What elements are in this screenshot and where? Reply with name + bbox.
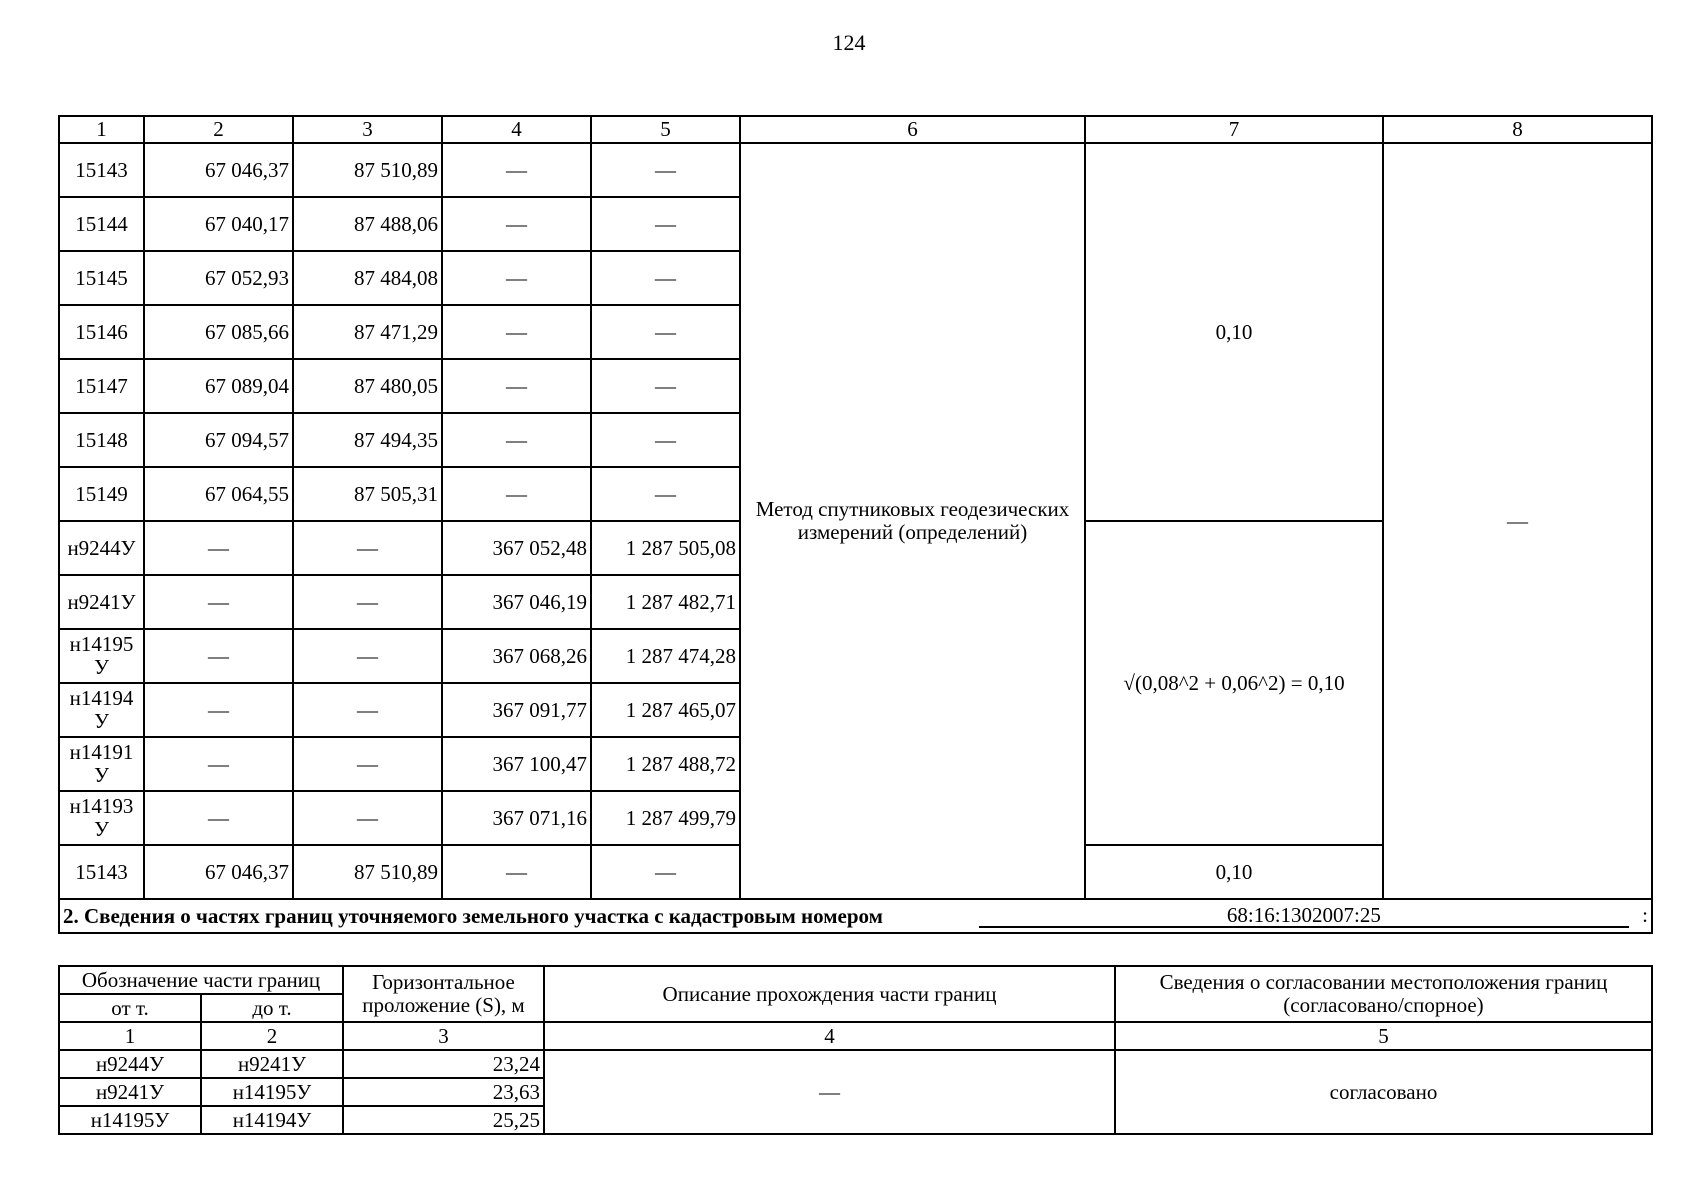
part-from: н14195У bbox=[59, 1106, 201, 1134]
part-to: н14195У bbox=[201, 1078, 343, 1106]
coord-y2: — bbox=[591, 845, 740, 899]
coord-x2: — bbox=[442, 143, 591, 197]
point-name: н9241У bbox=[59, 575, 144, 629]
point-name: 15146 bbox=[59, 305, 144, 359]
coord-y2: 1 287 505,08 bbox=[591, 521, 740, 575]
parts-column-number-row bbox=[59, 1022, 1652, 1050]
point-name: 15143 bbox=[59, 845, 144, 899]
point-name: 15144 bbox=[59, 197, 144, 251]
coord-x: 67 094,57 bbox=[144, 413, 293, 467]
table-row bbox=[59, 1050, 1652, 1078]
coord-x: 67 046,37 bbox=[144, 845, 293, 899]
coord-y2: — bbox=[591, 467, 740, 521]
part-to: н9241У bbox=[201, 1050, 343, 1078]
parts-header-row bbox=[59, 966, 1652, 994]
point-name: н14191 У bbox=[59, 737, 144, 791]
coord-y: — bbox=[293, 629, 442, 683]
part-length: 23,24 bbox=[343, 1050, 544, 1078]
coord-y: 87 494,35 bbox=[293, 413, 442, 467]
part-from: н9244У bbox=[59, 1050, 201, 1078]
column-number: 4 bbox=[544, 1022, 1115, 1050]
point-name: 15147 bbox=[59, 359, 144, 413]
point-name: н9244У bbox=[59, 521, 144, 575]
header-description: Описание прохождения части границ bbox=[544, 966, 1115, 1022]
coord-y: 87 471,29 bbox=[293, 305, 442, 359]
cadastral-number: 68:16:1302007:25 bbox=[979, 904, 1629, 928]
header-from: от т. bbox=[59, 994, 201, 1022]
table-row bbox=[59, 143, 1652, 197]
column-number-row bbox=[59, 116, 1652, 143]
coord-x: 67 040,17 bbox=[144, 197, 293, 251]
column-number: 1 bbox=[59, 1022, 201, 1050]
point-name: н14195 У bbox=[59, 629, 144, 683]
part-length: 25,25 bbox=[343, 1106, 544, 1134]
column-number: 8 bbox=[1383, 116, 1652, 143]
column-number: 3 bbox=[293, 116, 442, 143]
col8-cell: — bbox=[1383, 143, 1652, 899]
part-to: н14194У bbox=[201, 1106, 343, 1134]
coord-y: 87 505,31 bbox=[293, 467, 442, 521]
column-number: 5 bbox=[591, 116, 740, 143]
coord-y: — bbox=[293, 521, 442, 575]
cadastral-number-wrap bbox=[979, 904, 1648, 928]
coord-y: — bbox=[293, 791, 442, 845]
accuracy-top: 0,10 bbox=[1085, 143, 1383, 521]
coord-x2: — bbox=[442, 305, 591, 359]
coord-x: — bbox=[144, 521, 293, 575]
coord-y: — bbox=[293, 575, 442, 629]
coord-y2: 1 287 474,28 bbox=[591, 629, 740, 683]
coord-y2: 1 287 465,07 bbox=[591, 683, 740, 737]
part-description: — bbox=[544, 1050, 1115, 1134]
point-name: 15145 bbox=[59, 251, 144, 305]
coord-y: — bbox=[293, 737, 442, 791]
method-cell: Метод спутниковых геодезических измерений (определений) bbox=[740, 143, 1085, 899]
section-2-title: 2. Сведения о частях границ уточняемого земельного участка с кадастровым номером bbox=[63, 903, 883, 928]
coord-x: — bbox=[144, 737, 293, 791]
coord-x: 67 089,04 bbox=[144, 359, 293, 413]
column-number: 2 bbox=[201, 1022, 343, 1050]
accuracy-mid: √(0,08^2 + 0,06^2) = 0,10 bbox=[1085, 521, 1383, 845]
point-name: 15149 bbox=[59, 467, 144, 521]
column-number: 2 bbox=[144, 116, 293, 143]
coord-x: 67 046,37 bbox=[144, 143, 293, 197]
column-number: 1 bbox=[59, 116, 144, 143]
point-name: н14194 У bbox=[59, 683, 144, 737]
part-agreement: согласовано bbox=[1115, 1050, 1652, 1134]
point-name: 15148 bbox=[59, 413, 144, 467]
coord-y2: — bbox=[591, 359, 740, 413]
header-length: Горизонтальное проложение (S), м bbox=[343, 966, 544, 1022]
header-designation: Обозначение части границ bbox=[59, 966, 343, 994]
coord-x: — bbox=[144, 683, 293, 737]
column-number: 7 bbox=[1085, 116, 1383, 143]
coord-x2: — bbox=[442, 359, 591, 413]
coord-x2: 367 091,77 bbox=[442, 683, 591, 737]
coord-y2: — bbox=[591, 197, 740, 251]
coord-y: — bbox=[293, 683, 442, 737]
coord-y2: 1 287 499,79 bbox=[591, 791, 740, 845]
coord-x2: — bbox=[442, 413, 591, 467]
coord-y: 87 480,05 bbox=[293, 359, 442, 413]
coord-x: 67 052,93 bbox=[144, 251, 293, 305]
point-name: 15143 bbox=[59, 143, 144, 197]
column-number: 3 bbox=[343, 1022, 544, 1050]
coord-y2: — bbox=[591, 413, 740, 467]
section-2-colon: : bbox=[1642, 903, 1648, 927]
section-2-row bbox=[59, 899, 1652, 933]
page-number: 124 bbox=[832, 30, 866, 55]
coord-x: 67 064,55 bbox=[144, 467, 293, 521]
coord-x2: 367 071,16 bbox=[442, 791, 591, 845]
coord-x2: — bbox=[442, 467, 591, 521]
coord-x2: 367 052,48 bbox=[442, 521, 591, 575]
coord-y: 87 488,06 bbox=[293, 197, 442, 251]
coord-x2: 367 100,47 bbox=[442, 737, 591, 791]
coord-x: — bbox=[144, 629, 293, 683]
coord-x2: 367 046,19 bbox=[442, 575, 591, 629]
accuracy-bottom: 0,10 bbox=[1085, 845, 1383, 899]
header-to: до т. bbox=[201, 994, 343, 1022]
column-number: 4 bbox=[442, 116, 591, 143]
coord-x: 67 085,66 bbox=[144, 305, 293, 359]
coord-y2: 1 287 488,72 bbox=[591, 737, 740, 791]
coord-x2: — bbox=[442, 197, 591, 251]
coord-y2: 1 287 482,71 bbox=[591, 575, 740, 629]
header-agreement: Сведения о согласовании местоположения границ (согласовано/спорное) bbox=[1115, 966, 1652, 1022]
section-2-cell bbox=[59, 899, 1652, 933]
column-number: 5 bbox=[1115, 1022, 1652, 1050]
coordinates-table bbox=[58, 115, 1653, 934]
part-length: 23,63 bbox=[343, 1078, 544, 1106]
coord-x: — bbox=[144, 791, 293, 845]
coord-y2: — bbox=[591, 251, 740, 305]
coord-y2: — bbox=[591, 143, 740, 197]
coord-y: 87 484,08 bbox=[293, 251, 442, 305]
part-from: н9241У bbox=[59, 1078, 201, 1106]
point-name: н14193 У bbox=[59, 791, 144, 845]
coord-x2: — bbox=[442, 251, 591, 305]
coord-x2: — bbox=[442, 845, 591, 899]
coord-y: 87 510,89 bbox=[293, 143, 442, 197]
coord-y2: — bbox=[591, 305, 740, 359]
coord-x: — bbox=[144, 575, 293, 629]
border-parts-table bbox=[58, 965, 1653, 1135]
coord-y: 87 510,89 bbox=[293, 845, 442, 899]
column-number: 6 bbox=[740, 116, 1085, 143]
coord-x2: 367 068,26 bbox=[442, 629, 591, 683]
